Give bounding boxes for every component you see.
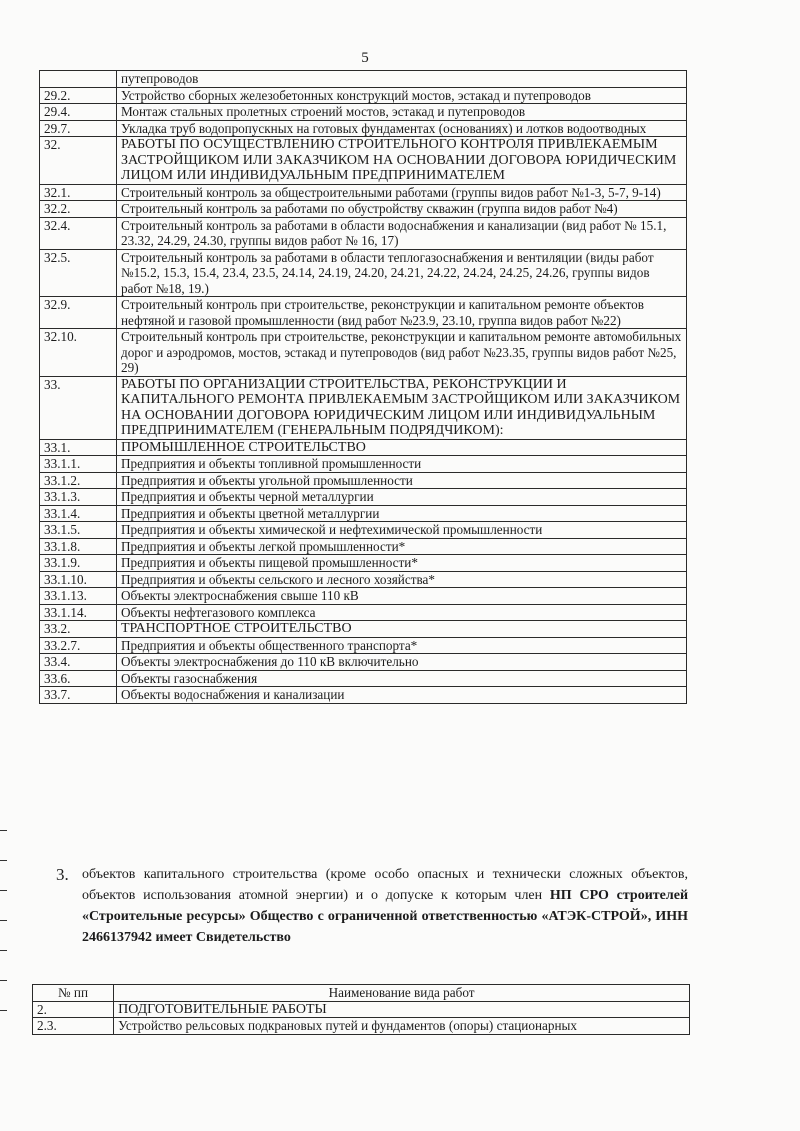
table-row bbox=[40, 184, 687, 201]
row-number: 32.2. bbox=[40, 201, 117, 218]
table-row bbox=[40, 522, 687, 539]
row-number: 33.1.8. bbox=[40, 538, 117, 555]
row-work-name: ТРАНСПОРТНОЕ СТРОИТЕЛЬСТВО bbox=[117, 621, 687, 638]
header-work-name: Наименование вида работ bbox=[114, 985, 690, 1002]
table-row bbox=[40, 87, 687, 104]
table-row bbox=[40, 120, 687, 137]
row-work-name: Строительный контроль за общестроительными работами (группы видов работ №1-3, 5-7, 9-14) bbox=[117, 184, 687, 201]
row-number: 33.7. bbox=[40, 687, 117, 704]
row-work-name: ПОДГОТОВИТЕЛЬНЫЕ РАБОТЫ bbox=[114, 1001, 690, 1018]
row-number: 33.1.9. bbox=[40, 555, 117, 572]
row-work-name: путепроводов bbox=[117, 71, 687, 88]
row-number: 32.9. bbox=[40, 297, 117, 329]
row-number: 29.2. bbox=[40, 87, 117, 104]
row-work-name: Предприятия и объекты легкой промышленности* bbox=[117, 538, 687, 555]
row-work-name: Укладка труб водопропускных на готовых фундаментах (основаниях) и лотков водоотводных bbox=[117, 120, 687, 137]
table-row bbox=[40, 201, 687, 218]
table-row bbox=[40, 555, 687, 572]
table-row bbox=[40, 687, 687, 704]
row-work-name: Строительный контроль за работами в области теплогазоснабжения и вентиляции (виды работ №15.2, 15.3, 15.4, 23.4, 23.5, 24.14, 24.19, 24.20, 24.21, 24.22, 24.24, 24.25, 24.26, группы видов работ №18, 19.) bbox=[117, 249, 687, 297]
row-work-name: Объекты нефтегазового комплекса bbox=[117, 604, 687, 621]
table-row bbox=[33, 1001, 690, 1018]
row-work-name: Предприятия и объекты угольной промышленности bbox=[117, 472, 687, 489]
statement-text: объектов капитального строительства (кроме особо опасных и технически сложных объектов, объектов использования атомной энергии) и о допуске к которым член bbox=[82, 867, 688, 903]
row-number: 33.1.4. bbox=[40, 505, 117, 522]
row-number: 29.4. bbox=[40, 104, 117, 121]
table-row bbox=[40, 297, 687, 329]
row-number: 33.2.7. bbox=[40, 637, 117, 654]
row-work-name: Предприятия и объекты сельского и лесного хозяйства* bbox=[117, 571, 687, 588]
table-row bbox=[40, 654, 687, 671]
row-work-name: Строительный контроль за работами по обустройству скважин (группа видов работ №4) bbox=[117, 201, 687, 218]
table-header-row bbox=[33, 985, 690, 1002]
work-types-table bbox=[39, 70, 687, 704]
table-row bbox=[40, 505, 687, 522]
table-row bbox=[40, 621, 687, 638]
row-number: 32.4. bbox=[40, 217, 117, 249]
table-row bbox=[40, 217, 687, 249]
margin-marks bbox=[0, 820, 8, 1040]
row-number: 33. bbox=[40, 376, 117, 439]
row-work-name: Объекты водоснабжения и канализации bbox=[117, 687, 687, 704]
row-number: 33.1.14. bbox=[40, 604, 117, 621]
statement-bold-text: НП СРО строителей «Строительные ресурсы» Общество с ограниченной ответственностью «АТЭК-СТРОЙ», ИНН 2466137942 имеет Свидетельство bbox=[82, 888, 689, 945]
row-number: 33.1.13. bbox=[40, 588, 117, 605]
table-row bbox=[40, 104, 687, 121]
table-row bbox=[40, 329, 687, 377]
row-work-name: Предприятия и объекты черной металлургии bbox=[117, 489, 687, 506]
row-number: 33.4. bbox=[40, 654, 117, 671]
row-work-name: РАБОТЫ ПО ОРГАНИЗАЦИИ СТРОИТЕЛЬСТВА, РЕКОНСТРУКЦИИ И КАПИТАЛЬНОГО РЕМОНТА ПРИВЛЕКАЕМЫМ ЗАСТРОЙЩИКОМ ИЛИ ЗАКАЗЧИКОМ НА ОСНОВАНИИ ДОГОВОРА ЮРИДИЧЕСКИМ ЛИЦОМ ИЛИ ИНДИВИДУАЛЬНЫМ ПРЕДПРИНИМАТЕЛЕМ (ГЕНЕРАЛЬНЫМ ПОДРЯДЧИКОМ): bbox=[117, 376, 687, 439]
row-work-name: Устройство сборных железобетонных конструкций мостов, эстакад и путепроводов bbox=[117, 87, 687, 104]
header-number: № пп bbox=[33, 985, 114, 1002]
row-number: 2.3. bbox=[33, 1018, 114, 1035]
table-row bbox=[40, 571, 687, 588]
row-work-name: Устройство рельсовых подкрановых путей и фундаментов (опоры) стационарных bbox=[114, 1018, 690, 1035]
row-number: 2. bbox=[33, 1001, 114, 1018]
row-work-name: Предприятия и объекты общественного транспорта* bbox=[117, 637, 687, 654]
table-row bbox=[40, 489, 687, 506]
table-row bbox=[40, 588, 687, 605]
row-number bbox=[40, 71, 117, 88]
row-number: 32.1. bbox=[40, 184, 117, 201]
row-work-name: Строительный контроль за работами в области водоснабжения и канализации (вид работ № 15.1, 23.32, 24.29, 24.30, группы видов работ № 16, 17) bbox=[117, 217, 687, 249]
row-work-name: ПРОМЫШЛЕННОЕ СТРОИТЕЛЬСТВО bbox=[117, 439, 687, 456]
row-work-name: Объекты газоснабжения bbox=[117, 670, 687, 687]
row-number: 33.1.1. bbox=[40, 456, 117, 473]
row-work-name: РАБОТЫ ПО ОСУЩЕСТВЛЕНИЮ СТРОИТЕЛЬНОГО КОНТРОЛЯ ПРИВЛЕКАЕМЫМ ЗАСТРОЙЩИКОМ ИЛИ ЗАКАЗЧИКОМ НА ОСНОВАНИИ ДОГОВОРА ЮРИДИЧЕСКИМ ЛИЦОМ ИЛИ ИНДИВИДУАЛЬНЫМ ПРЕДПРИНИМАТЕЛЕМ bbox=[117, 137, 687, 185]
row-work-name: Предприятия и объекты пищевой промышленности* bbox=[117, 555, 687, 572]
table-row bbox=[40, 249, 687, 297]
certificate-work-types-table bbox=[32, 984, 690, 1035]
row-work-name: Предприятия и объекты химической и нефтехимической промышленности bbox=[117, 522, 687, 539]
row-number: 29.7. bbox=[40, 120, 117, 137]
row-number: 32.10. bbox=[40, 329, 117, 377]
table-row bbox=[40, 670, 687, 687]
table-row bbox=[40, 604, 687, 621]
row-work-name: Предприятия и объекты топливной промышленности bbox=[117, 456, 687, 473]
table-row bbox=[40, 472, 687, 489]
statement-number: 3. bbox=[56, 865, 69, 884]
row-work-name: Предприятия и объекты цветной металлургии bbox=[117, 505, 687, 522]
row-number: 32. bbox=[40, 137, 117, 185]
row-number: 32.5. bbox=[40, 249, 117, 297]
table-row bbox=[33, 1018, 690, 1035]
table-row bbox=[40, 456, 687, 473]
row-number: 33.2. bbox=[40, 621, 117, 638]
certificate-statement bbox=[56, 864, 689, 948]
row-work-name: Строительный контроль при строительстве, реконструкции и капитальном ремонте автомобильных дорог и аэродромов, мостов, эстакад и путепроводов (вид работ №23.35, группы видов работ №25, 29) bbox=[117, 329, 687, 377]
row-number: 33.1.2. bbox=[40, 472, 117, 489]
page-number: 5 bbox=[361, 50, 369, 66]
row-number: 33.1.3. bbox=[40, 489, 117, 506]
row-number: 33.6. bbox=[40, 670, 117, 687]
row-work-name: Монтаж стальных пролетных строений мостов, эстакад и путепроводов bbox=[117, 104, 687, 121]
table-row bbox=[40, 538, 687, 555]
row-work-name: Строительный контроль при строительстве, реконструкции и капитальном ремонте объектов нефтяной и газовой промышленности (вид работ №23.9, 23.10, группа видов работ №22) bbox=[117, 297, 687, 329]
table-row bbox=[40, 137, 687, 185]
table-row bbox=[40, 439, 687, 456]
row-number: 33.1.5. bbox=[40, 522, 117, 539]
table-row bbox=[40, 637, 687, 654]
table-row bbox=[40, 376, 687, 439]
row-number: 33.1.10. bbox=[40, 571, 117, 588]
row-work-name: Объекты электроснабжения до 110 кВ включительно bbox=[117, 654, 687, 671]
row-number: 33.1. bbox=[40, 439, 117, 456]
row-work-name: Объекты электроснабжения свыше 110 кВ bbox=[117, 588, 687, 605]
table-row bbox=[40, 71, 687, 88]
